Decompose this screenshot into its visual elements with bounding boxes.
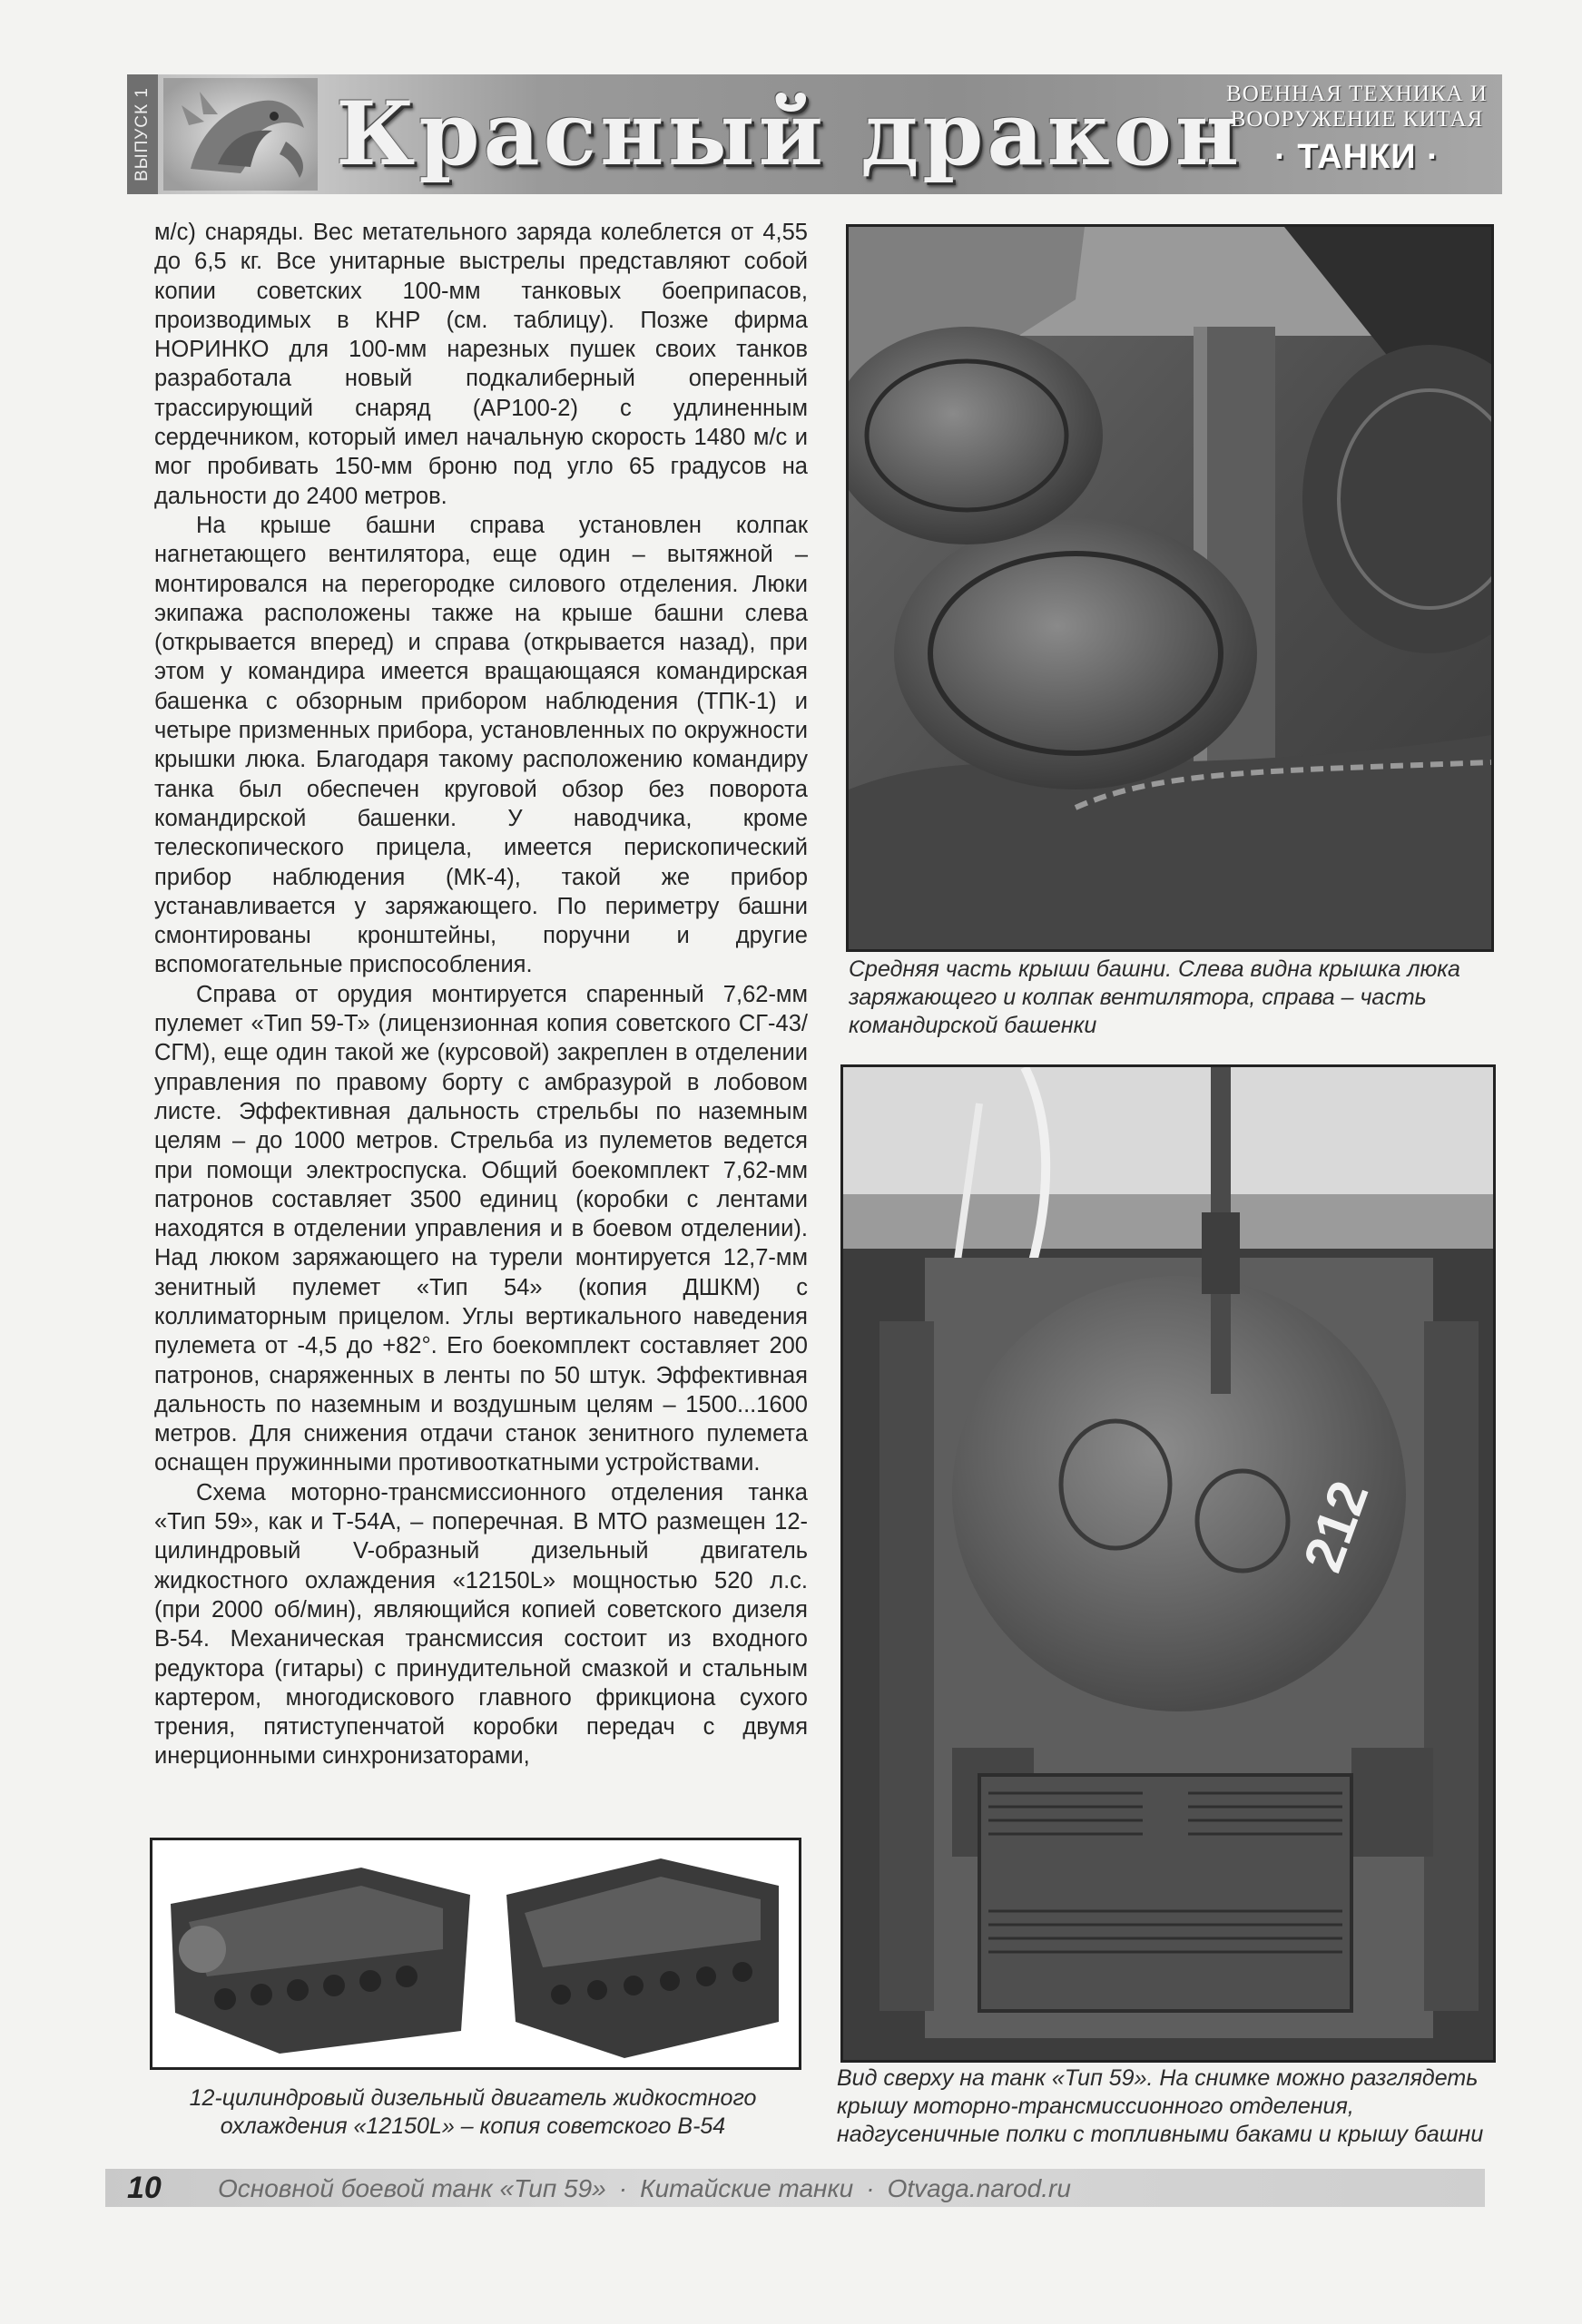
paragraph: На крыше башни справа установлен колпак нагнетающего вентилятора, еще один – вытяжной – монтировался на перегородке силового отделения. Люки экипажа расположены также на крыше башни слева (открывается вперед) и справа (открывается назад), при этом у командира имеется вращающаяся командирская башенка с обзорным прибором наблюдения (ТПК-1) и четыре призменных прибора, установленных по окружности крышки люка. Благодаря такому расположению командиру танка был обеспечен круговой обзор без поворота командирской башенки. У наводчика, кроме телескопического прицела, имеется перископический прибор наблюдения (МК-4), такой же прибор устанавливается у заряжающего. По периметру башни смонтированы кронштейны, поручни и другие вспомогательные приспособления. [154,512,808,978]
turret-roof-photo [846,224,1494,952]
page-number: 10 [127,2171,162,2205]
paragraph: Схема моторно-трансмиссионного отделения танка «Тип 59», как и Т-54А, – поперечная. В МТО размещен 12-цилиндровый V-образный дизельный двигатель жидкостного охлаждения «12150L» мощностью 520 л.с. (при 2000 об/мин), являющийся копией советского дизеля В-54. Механическая трансмиссия состоит из входного редуктора (гитары) с принудительной смазкой и стальным картером, многодискового главного фрикциона сухого трения, пятиступенчатой коробки передач с двумя инерционными синхронизаторами, [154,1479,808,1770]
series-line-2: ВООРУЖЕНИЕ КИТАЯ [1230,107,1484,132]
footer-running-title [218,2172,1071,2205]
footer-separator: · [866,2174,875,2202]
hull-number: 212 [1292,1473,1381,1580]
footer-series-title: Китайские танки [640,2174,854,2202]
article-body [154,218,808,1771]
section-label: · ТАНКИ · [1274,138,1440,176]
engine-photo-caption: 12-цилиндровый дизельный двигатель жидкостного охлаждения «12150L» – копия советского В-54 [189,2085,757,2139]
paragraph: м/с) снаряды. Вес метательного заряда колеблется от 4,55 до 6,5 кг. Все унитарные выстрелы представляют собой копии советских 100-мм танковых боеприпасов, производимых в КНР (см. таблицу). Позже фирма НОРИНКО для 100-мм нарезных пушек своих танков разработала новый подкалиберный оперенный трассирующий снаряд (АР100-2) с удлиненным сердечником, который имел начальную скорость 1480 м/с и мог пробивать 150-мм броню под угло 65 градусов на дальности до 2400 метров. [154,220,808,509]
footer-separator: · [618,2174,628,2202]
series-line-1: ВОЕННАЯ ТЕХНИКА И [1226,82,1488,106]
engine-left [171,1868,470,2054]
turret-photo-caption: Средняя часть крыши башни. Слева видна крышка люка заряжающего и колпак вентилятора, справа – часть командирской башенки [849,956,1460,1038]
footer-website: Otvaga.narod.ru [887,2174,1071,2202]
series-block [1216,82,1498,177]
tank-photo-caption: Вид сверху на танк «Тип 59». На снимке можно разглядеть крышу моторно-трансмиссионного отделения, надгусеничные полки с топливными баками и крышу башни [837,2065,1484,2147]
issue-tab [127,74,158,194]
footer-issue-title: Основной боевой танк «Тип 59» [218,2174,606,2202]
issue-label: ВЫПУСК 1 [133,87,152,181]
engine-right [506,1858,779,2058]
engine-photo [150,1838,801,2070]
tank-top-view-photo [840,1064,1496,2063]
paragraph: Справа от орудия монтируется спаренный 7,62-мм пулемет «Тип 59-Т» (лицензионная копия советского СГ-43/СГМ), еще один такой же (курсовой) закреплен в отделении управления по правому борту с амбразурой в лобовом листе. Эффективная дальность стрельбы по наземным целям – до 1000 метров. Стрельба из пулеметов ведется при помощи электроспуска. Общий боекомплект 7,62-мм патронов составляет 3500 единиц (коробки с лентами находятся в отделении управления и в боевом отделении). Над люком заряжающего на турели монтируется 12,7-мм зенитный пулемет «Тип 54» (копия ДШКМ) с коллиматорным прицелом. Углы вертикального наведения пулемета от -4,5 до +82°. Его боекомплект составляет 200 патронов, снаряженных в ленты по 50 штук. Эффективная дальность по наземным и воздушным целям – 1500...1600 метров. Для снижения отдачи станок зенитного пулемета оснащен пружинными противооткатными устройствами. [154,981,808,1476]
dragon-emblem-icon [163,78,318,191]
magazine-title: Красный дракон [336,83,1243,185]
